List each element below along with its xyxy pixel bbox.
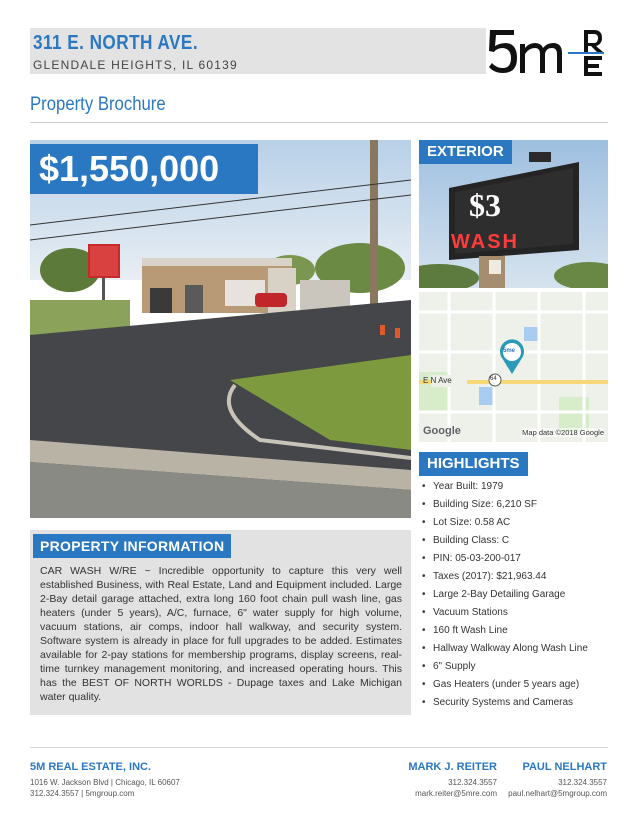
highlight-item: • Hallway Walkway Along Wash Line bbox=[421, 640, 611, 658]
agent-email-reiter[interactable]: mark.reiter@5mre.com bbox=[415, 789, 497, 798]
property-city: GLENDALE HEIGHTS, IL 60139 bbox=[33, 58, 238, 72]
agent-phone-nelhart[interactable]: 312.324.3557 bbox=[558, 778, 607, 787]
sign-price: $3 bbox=[469, 187, 501, 223]
highlights-label: HIGHLIGHTS bbox=[419, 452, 528, 476]
highlight-item: • Building Size: 6,210 SF bbox=[421, 496, 611, 514]
highlight-item: • Taxes (2017): $21,963.44 bbox=[421, 568, 611, 586]
agent-phone-reiter[interactable]: 312.324.3557 bbox=[448, 778, 497, 787]
footer-company-address: 1016 W. Jackson Blvd | Chicago, IL 60607 bbox=[30, 778, 180, 787]
agent-name-reiter: MARK J. REITER bbox=[408, 761, 497, 773]
highlight-item: • Lot Size: 0.58 AC bbox=[421, 514, 611, 532]
property-address: 311 E. NORTH AVE. bbox=[33, 32, 199, 54]
location-map[interactable] bbox=[419, 292, 608, 442]
price-tag: $1,550,000 bbox=[30, 144, 258, 194]
agent-email-nelhart[interactable]: paul.nelhart@5mgroup.com bbox=[508, 789, 607, 798]
sign-word: WASH bbox=[451, 231, 519, 253]
map-attribution: Map data ©2018 Google bbox=[522, 428, 604, 437]
highlight-item: • PIN: 05-03-200-017 bbox=[421, 550, 611, 568]
company-logo bbox=[486, 22, 610, 80]
map-pin-label: 5me bbox=[503, 348, 516, 354]
main-property-photo bbox=[30, 140, 411, 518]
header-divider bbox=[30, 122, 608, 123]
brochure-label: Property Brochure bbox=[30, 94, 166, 115]
property-info-label: PROPERTY INFORMATION bbox=[33, 534, 231, 558]
map-route-badge: 64 bbox=[490, 376, 497, 382]
footer-company-contact[interactable]: 312.324.3557 | 5mgroup.com bbox=[30, 789, 135, 798]
highlights-list bbox=[421, 478, 611, 712]
highlight-item: • Security Systems and Cameras bbox=[421, 694, 611, 712]
highlight-item: • Gas Heaters (under 5 years age) bbox=[421, 676, 611, 694]
exterior-label: EXTERIOR bbox=[419, 140, 512, 164]
highlight-item: • 160 ft Wash Line bbox=[421, 622, 611, 640]
footer-company-name: 5M REAL ESTATE, INC. bbox=[30, 761, 152, 773]
carwash-sign-graphic bbox=[449, 180, 569, 260]
highlight-item: • Building Class: C bbox=[421, 532, 611, 550]
highlight-item: • 6" Supply bbox=[421, 658, 611, 676]
footer-divider bbox=[30, 747, 608, 748]
map-street-label: E N Ave bbox=[423, 376, 452, 385]
highlight-item: • Vacuum Stations bbox=[421, 604, 611, 622]
google-logo: Google bbox=[423, 425, 461, 437]
highlight-item: • Year Built: 1979 bbox=[421, 478, 611, 496]
highlight-item: • Large 2-Bay Detailing Garage bbox=[421, 586, 611, 604]
property-description: CAR WASH W/RE ~ Incredible opportunity to capture this very well established Business, with Real Estate, Land and Equipment included. Large 2-Bay detail garage attached, extra long 160 foot chain pull wash line, gas heaters (under 5 years), A/C, furnace, 6" water supply for high volume, vacuum stations, air comps, indoor hall walkway, and security system. Software system is already in place for full upgrades to be added. Estimates available for 2-pay stations for membership programs, display screens, real-time turnkey management monitoring, and increased operating hours. This has the BEST OF NORTH WORLDS - Dupage taxes and Lake Michigan water quality. bbox=[40, 565, 402, 703]
agent-name-nelhart: PAUL NELHART bbox=[522, 761, 607, 773]
